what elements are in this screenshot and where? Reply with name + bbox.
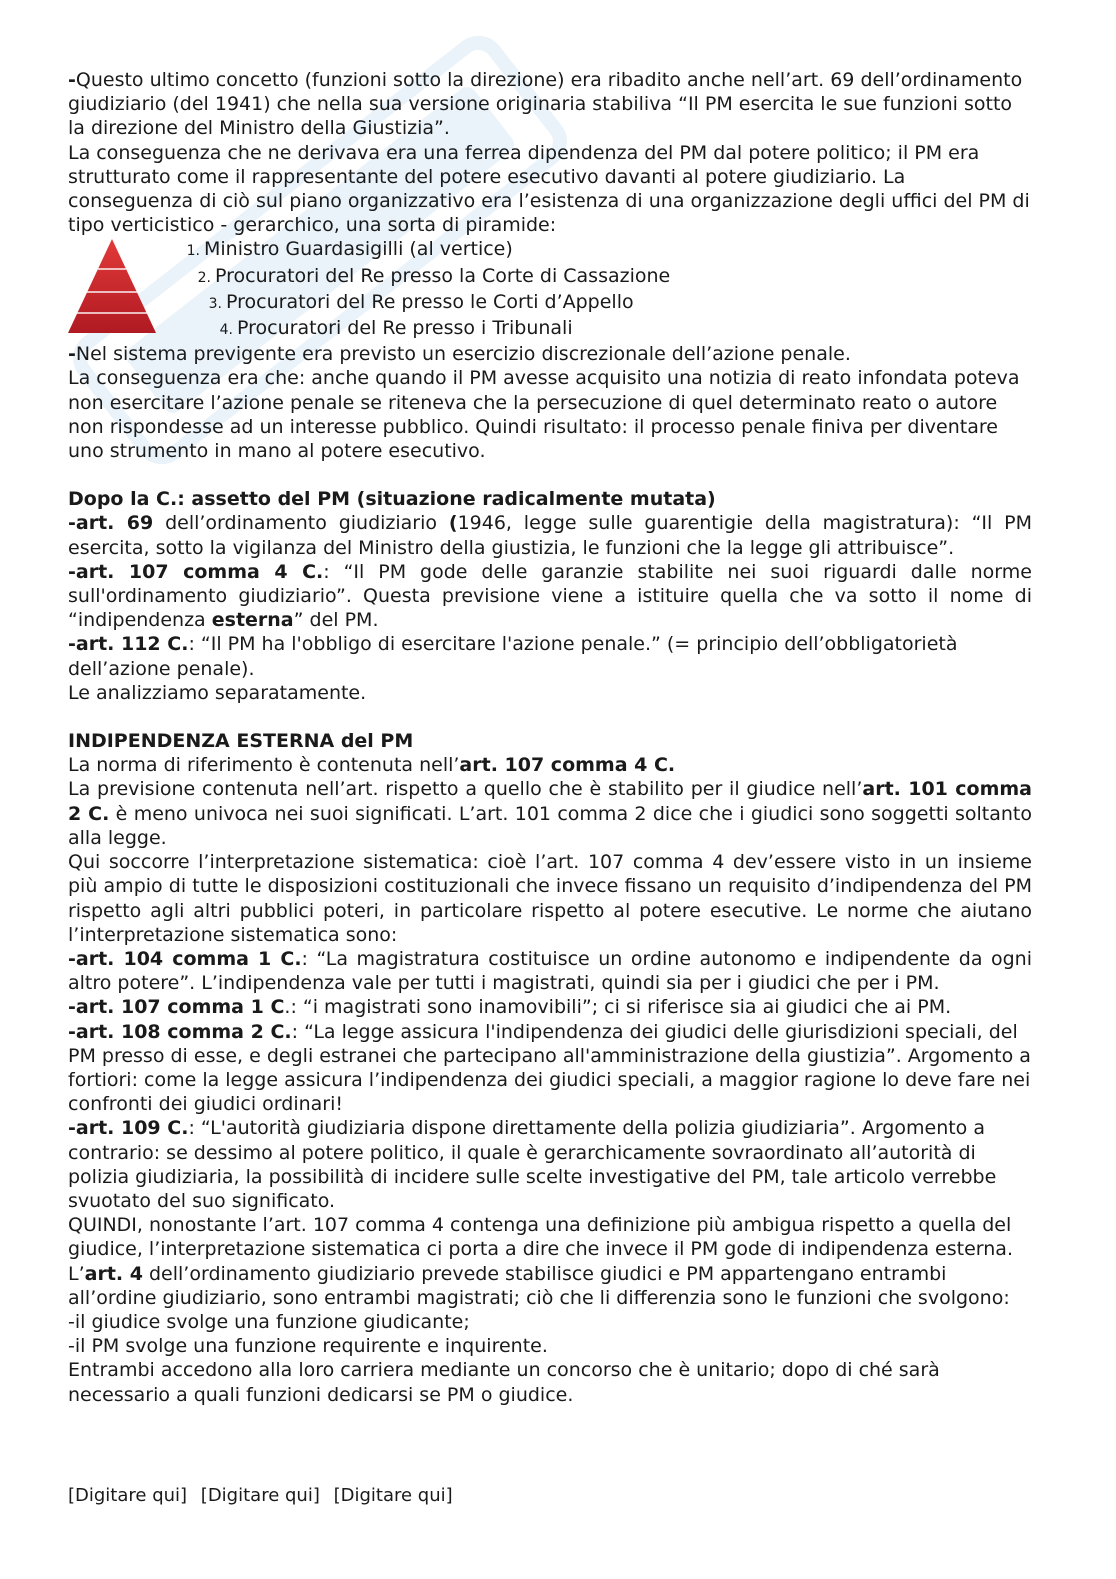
pyramid-item: 1. Ministro Guardasigilli (al vertice)	[186, 238, 513, 261]
paragraph-interpretazione-sistematica: Qui soccorre l’interpretazione sistematica: cioè l’art. 107 comma 4 dev’essere visto in un insieme più ampio di tutte le disposizioni costituzionali che invece fissano un requisito d’indipendenza del PM rispetto agli altri pubblici poteri, in particolare rispetto al potere esecutive. Le norme che aiutano l’interpretazione sistematica sono:	[68, 851, 1032, 946]
paragraph-art69: -art. 69 dell’ordinamento giudiziario (1946, legge sulle guarentigie della magistratura): “Il PM esercita, sotto la vigilanza del Ministro della giustizia, le funzioni che la legge gli attribuisce”.	[68, 512, 1032, 559]
page-footer	[68, 1484, 461, 1508]
pyramid-item: 2. Procuratori del Re presso la Corte di Cassazione	[197, 264, 671, 287]
paragraph-art101: La previsione contenuta nell’art. rispetto a quello che è stabilito per il giudice nell’art. 101 comma 2 C. è meno univoca nei suoi significati. L’art. 101 comma 2 dice che i giudici sono soggetti soltanto alla legge.	[68, 778, 1033, 849]
paragraph-art107-4: -art. 107 comma 4 C.: “Il PM gode delle garanzie stabilite nei suoi riguardi dalle norme sull'ordinamento giudiziario”. Questa previsione viene a istituire quella che va sotto il nome di “indipendenza esterna” del PM.	[68, 560, 1032, 632]
heading-indipendenza-esterna: INDIPENDENZA ESTERNA del PM	[68, 730, 414, 753]
paragraph-quindi: QUINDI, nonostante l’art. 107 comma 4 contenga una definizione più ambigua rispetto a quella del giudice, l’interpretazione sistematica ci porta a dire che invece il PM gode di indipendenza esterna.	[68, 1214, 1013, 1261]
heading-dopo-la-costituzione: Dopo la C.: assetto del PM (situazione radicalmente mutata)	[68, 488, 716, 511]
paragraph-art108: -art. 108 comma 2 C.: “La legge assicura l'indipendenza dei giudici delle giurisdizioni speciali, del PM presso di esse, e degli estranei che partecipano all'amministrazione della giustizia”. Argomento a fortiori: come la legge assicura l’indipendenza dei giudici speciali, a maggior ragione lo deve fare nei confronti dei giudici ordinari!	[68, 1020, 1031, 1116]
pyramid-item: 3. Procuratori del Re presso le Corti d’Appello	[208, 290, 634, 313]
paragraph-sistema-previgente: -Nel sistema previgente era previsto un esercizio discrezionale dell’azione penale.	[68, 343, 851, 366]
paragraph-art112: -art. 112 C.: “Il PM ha l'obbligo di esercitare l'azione penale.” (= principio dell’obbligatorietà dell’azione penale).	[68, 633, 958, 680]
pyramid-section	[68, 237, 1032, 342]
footer-placeholder[interactable]: [Digitare qui]	[68, 1485, 188, 1506]
paragraph-art4: L’art. 4 dell’ordinamento giudiziario prevede stabilisce giudici e PM appartengano entrambi all’ordine giudiziario, sono entrambi magistrati; ciò che li differenzia sono le funzioni che svolgono:	[68, 1262, 1010, 1309]
paragraph-norma-riferimento: La norma di riferimento è contenuta nell’art. 107 comma 4 C.	[68, 754, 676, 777]
footer-placeholder[interactable]: [Digitare qui]	[200, 1485, 320, 1506]
document-page	[68, 68, 1032, 1407]
footer-placeholder[interactable]: [Digitare qui]	[333, 1485, 453, 1506]
pyramid-list	[156, 237, 670, 342]
paragraph-art104: -art. 104 comma 1 C.: “La magistratura costituisce un ordine autonomo e indipendente da ogni altro potere”. L’indipendenza vale per tutti i magistrati, quindi sia per i giudici che per i PM.	[68, 947, 1032, 995]
paragraph-art107-1: -art. 107 comma 1 C.: “i magistrati sono inamovibili”; ci si riferisce sia ai giudici che ai PM.	[68, 996, 952, 1019]
paragraph-dipendenza: La conseguenza che ne derivava era una ferrea dipendenza del PM dal potere politico; il PM era strutturato come il rappresentante del potere esecutivo davanti al potere giudiziario. La conseguenza di ciò sul piano organizzativo era l’esistenza di una organizzazione degli uffici del PM di tipo verticistico - gerarchico, una sorta di piramide:	[68, 141, 1030, 237]
paragraph-analizziamo: Le analizziamo separatamente.	[68, 681, 367, 704]
pyramid-item: 4. Procuratori del Re presso i Tribunali	[219, 317, 573, 340]
pyramid-icon	[68, 239, 156, 333]
paragraph-concorso: Entrambi accedono alla loro carriera mediante un concorso che è unitario; dopo di ché sarà necessario a quali funzioni dedicarsi se PM o giudice.	[68, 1359, 940, 1406]
paragraph-art109: -art. 109 C.: “L'autorità giudiziaria dispone direttamente della polizia giudiziaria”. Argomento a contrario: se dessimo al potere politico, il quale è gerarchicamente sovraordinato all’autorità di polizia giudiziaria, la possibilità di incidere sulle scelte investigative del PM, tale articolo verrebbe svuotato del suo significato.	[68, 1117, 997, 1212]
list-item-giudice: -il giudice svolge una funzione giudicante;	[68, 1310, 470, 1333]
paragraph-conseguenza: La conseguenza era che: anche quando il PM avesse acquisito una notizia di reato infondata poteva non esercitare l’azione penale se riteneva che la persecuzione di quel determinato reato o autore non rispondesse ad un interesse pubblico. Quindi risultato: il processo penale finiva per diventare uno strumento in mano al potere esecutivo.	[68, 367, 1020, 463]
paragraph-intro-art69: -Questo ultimo concetto (funzioni sotto la direzione) era ribadito anche nell’art. 69 dell’ordinamento giudiziario (del 1941) che nella sua versione originaria stabiliva “Il PM esercita le sue funzioni sotto la direzione del Ministro della Giustizia”.	[68, 69, 1023, 140]
list-item-pm: -il PM svolge una funzione requirente e inquirente.	[68, 1335, 548, 1358]
